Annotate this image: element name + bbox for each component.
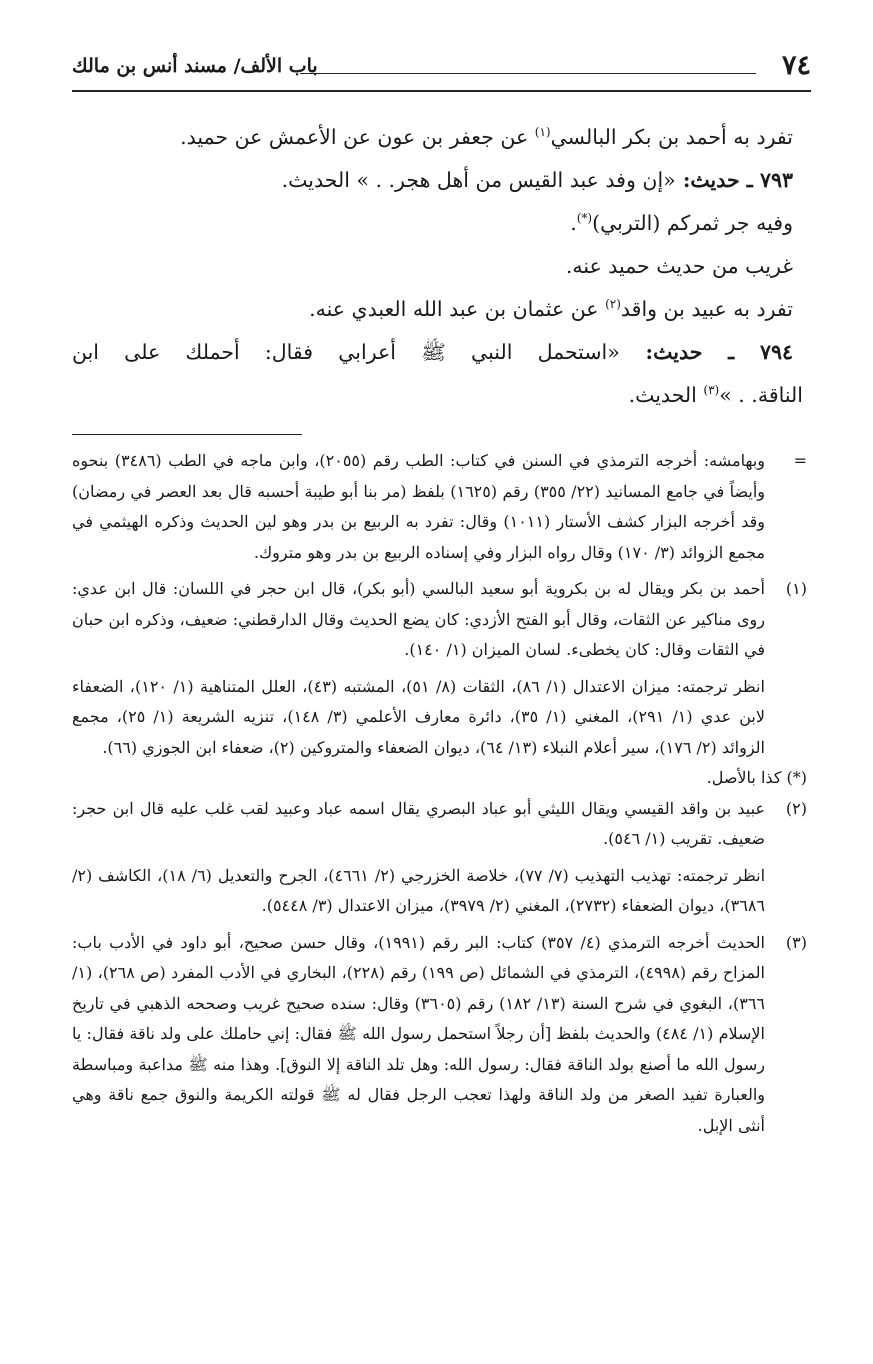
hadith-text: «استحمل النبي ﷺ أعرابي فقال: أحملك على ابن <box>72 340 620 364</box>
text-run: . <box>570 211 577 235</box>
main-text <box>72 116 803 417</box>
footnote-subtext: انظر ترجمته: ميزان الاعتدال (١/ ٨٦)، الثقات (٨/ ٥١)، المشتبه (٤٣)، العلل المتناهية (١/ ١٢٠)، الضعفاء لابن عدي (١/ ٢٩١)، المغني (١/ ٣٥)، دائرة معارف الأعلمي (٣/ ١٤٨)، تنزيه الشريعة (١/ ٢٥)، مجمع الزوائد (٢/ ١٧٦)، سير أعلام النبلاء (١٣/ ٦٤)، ديوان الضعفاء والمتروكين (٢)، ضعفاء ابن الجوزي (٦٦). <box>72 676 765 757</box>
running-title: باب الألف/ مسند أنس بن مالك <box>72 55 318 77</box>
text-line-1 <box>72 116 803 159</box>
footnote-1 <box>72 574 807 763</box>
footnotes <box>72 446 807 1141</box>
footnote-separator <box>72 434 302 435</box>
footnote-ref-1: (١) <box>534 125 551 140</box>
text-run: عن عثمان بن عبد الله العبدي عنه. <box>309 297 606 321</box>
footnote-continued <box>72 446 807 568</box>
hadith-793 <box>72 159 803 202</box>
footnote-ref-star: (*) <box>576 211 593 226</box>
text-run: وفيه جر ثمركم (التربي) <box>592 211 793 235</box>
footnote-3 <box>72 928 807 1142</box>
hadith-794 <box>72 331 803 374</box>
page-number: ٧٤ <box>781 50 811 81</box>
footnote-text: الحديث أخرجه الترمذي (٤/ ٣٥٧) كتاب: البر رقم (١٩٩١)، وقال حسن صحيح، أبو داود في الأدب باب: المزاح رقم (٤٩٩٨)، الترمذي في الشمائل (ص ١٩٩) رقم (٢٢٨)، البخاري في الأدب المفرد (ص ٢٦٨)، (١/ ٣٦٦)، البغوي في شرح السنة (١٣/ ١٨٢) رقم (٣٦٠٥) وقال: سنده صحيح غريب وصححه الذهبي في تاريخ الإسلام (١/ ٤٨٤) والحديث بلفظ [أن رجلاً استحمل رسول الله ﷺ فقال: إني حاملك على ولد ناقة فقال: يا رسول الله ما أصنع بولد الناقة فقال: رسول الله: وهل تلد الناقة إلا النوق]. وهذا منه ﷺ مداعبة ومباسطة والعبارة تفيد الصغر من ولد الناقة ولهذا تعجب الرجل فقال له ﷺ قولته الكريمة والنوق جمع ناقة وهي أنثى الإبل. <box>72 932 766 1135</box>
footnote-label: (٢) <box>785 798 807 818</box>
hadith-number-793: ٧٩٣ ـ حديث: <box>675 168 793 192</box>
text-line-3 <box>72 202 803 245</box>
text-line-5 <box>72 288 803 331</box>
footnote-text: عبيد بن واقد القيسي ويقال الليثي أبو عباد البصري يقال اسمه عباد وعبيد لقب غلب عليه قال ابن حجر: ضعيف. تقريب (١/ ٥٤٦). <box>72 798 765 848</box>
text-run: تفرد به عبيد بن واقد <box>620 297 793 321</box>
header-dash-line <box>300 73 756 74</box>
footnote-label: = <box>793 451 807 470</box>
footnote-subtext: انظر ترجمته: تهذيب التهذيب (٧/ ٧٧)، خلاصة الخزرجي (٢/ ٤٦٦١)، الجرح والتعديل (٦/ ١٨)، الكاشف (٢/ ٣٦٨٦)، ديوان الضعفاء (٢٧٣٢)، المغني (٢/ ٣٩٧٩)، ميزان الاعتدال (٣/ ٥٤٤٨). <box>72 865 766 915</box>
text-line-4: غريب من حديث حميد عنه. <box>565 254 793 278</box>
footnote-2 <box>72 794 807 922</box>
footnote-text: وبهامشه: أخرجه الترمذي في السنن في كتاب: الطب رقم (٢٠٥٥)، وابن ماجه في الطب (٣٤٨٦) بنحوه وأيضاً في جامع المسانيد (٢٢/ ٣٥٥) رقم (١٦٢٥) بلفظ (مر بنا أبو طيبة أحسبه قال بعد العصر في رمضان) وقد أخرجه البزار كشف الأستار (١٠١١) وقال: تفرد به الربيع بن بدر وهو لين الحديث وذكره الهيثمي في مجمع الزوائد (٣/ ١٧٠) وقال رواه البزار وفي إسناده الربيع بن بدر وهو متروك. <box>72 451 765 562</box>
text-line-7 <box>72 374 803 417</box>
footnote-ref-3: (٣) <box>703 383 720 398</box>
text-run: الناقة. . » <box>719 383 803 407</box>
footnote-text: أحمد بن بكر ويقال له بن بكروية أبو سعيد البالسي (أبو بكر)، قال ابن حجر في اللسان: قال ابن عدي: روى مناكير عن الثقات، وقال أبو الفتح الأزدي: كان يضع الحديث وقال الدارقطني: ضعيف، وذكره ابن حبان في الثقات وقال: كان يخطىء. لسان الميزان (١/ ١٤٠). <box>72 579 765 659</box>
hadith-text: «إن وفد عبد القيس من أهل هجر. . » الحديث. <box>281 168 676 192</box>
footnote-ref-2: (٢) <box>605 297 621 312</box>
text-run: تفرد به أحمد بن بكر البالسي <box>550 125 793 149</box>
page-header <box>72 46 811 86</box>
text-run: عن جعفر بن عون عن الأعمش عن حميد. <box>180 125 535 149</box>
footnote-star: (*) كذا بالأصل. <box>706 768 807 787</box>
header-rule <box>72 90 811 92</box>
text-run: الحديث. <box>628 383 704 407</box>
footnote-label: (١) <box>785 579 807 598</box>
footnote-label: (٣) <box>785 932 807 952</box>
hadith-number-794: ٧٩٤ ـ حديث: <box>619 340 793 364</box>
